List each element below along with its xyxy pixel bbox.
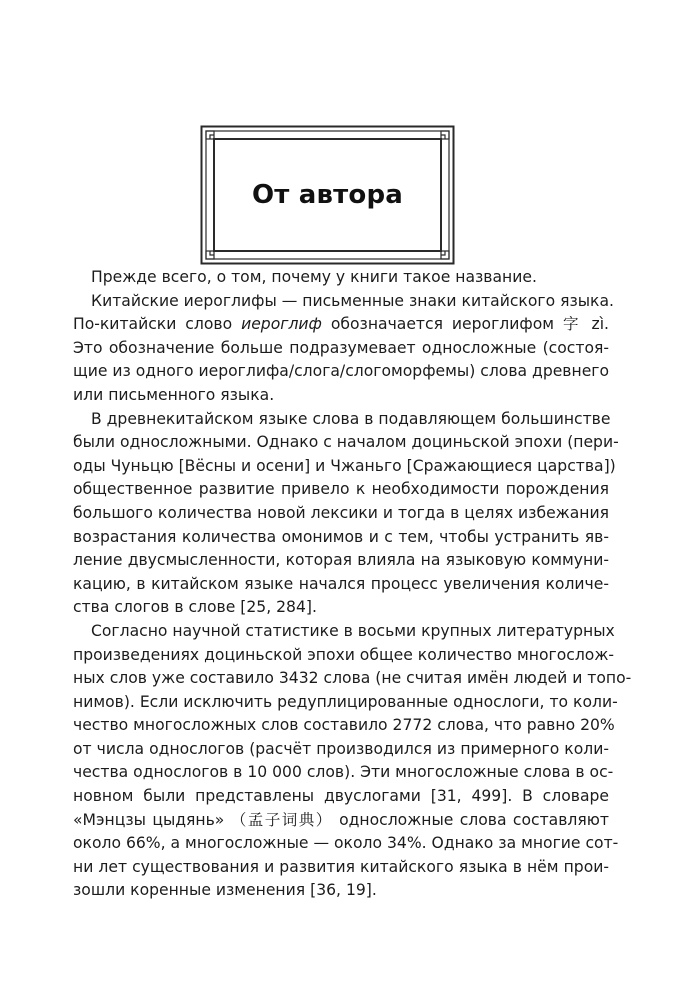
text-line: ства слогов в слове [25, 284].: [73, 598, 317, 617]
text-line: или письменного языка.: [73, 385, 275, 404]
text-line: большого количества новой лексики и тогда в целях избежания: [73, 503, 609, 522]
text-line: ных слов уже составило 3432 слова (не считая имён людей и топо-: [73, 669, 632, 688]
text-line: ление двусмысленности, которая влияла на языковую коммуни-: [73, 551, 609, 570]
text-line: ни лет существования и развития китайского языка в нём прои-: [73, 857, 609, 876]
body-text: [73, 266, 632, 903]
text-line: «Мэнцзы цыдянь» （孟子词典） односложные слова составляют: [73, 810, 609, 829]
title-frame: [200, 125, 455, 265]
text-line: новном были представлены двуслогами [31, 499]. В словаре: [73, 787, 609, 806]
text-line: возрастания количества омонимов и с тем, чтобы устранить яв-: [73, 527, 609, 546]
text-line: оды Чуньцю [Вёсны и осени] и Чжаньго [Сражающиеся царства]): [73, 456, 616, 475]
text-line: Прежде всего, о том, почему у книги такое название.: [91, 268, 537, 286]
text-line: произведениях доциньской эпохи общее количество многослож-: [73, 645, 614, 664]
text-line: По-китайски слово иероглиф обозначается иероглифом 字 zì.: [73, 315, 609, 334]
text-line: Это обозначение больше подразумевает односложные (состоя-: [73, 338, 609, 357]
text-line: чество многосложных слов составило 2772 слова, что равно 20%: [73, 716, 615, 735]
text-line: кацию, в китайском языке начался процесс увеличения количе-: [73, 574, 609, 593]
text-line: общественное развитие привело к необходимости порождения: [73, 480, 609, 499]
text-line: Китайские иероглифы — письменные знаки китайского языка.: [91, 291, 614, 310]
text-line: зошли коренные изменения [36, 19].: [73, 881, 377, 900]
text-line: от числа однослогов (расчёт производился из примерного коли-: [73, 739, 609, 758]
text-line: были односложными. Однако с началом доциньской эпохи (пери-: [73, 433, 619, 452]
text-line: В древнекитайском языке слова в подавляющем большинстве: [91, 409, 611, 428]
text-line: щие из одного иероглифа/слога/слогоморфемы) слова древнего: [73, 362, 610, 381]
text-line: Согласно научной статистике в восьми крупных литературных: [91, 621, 615, 640]
text-line: чества однослогов в 10 000 слов). Эти многосложные слова в ос-: [73, 763, 614, 782]
text-line: нимов). Если исключить редуплицированные однослоги, то коли-: [73, 692, 618, 711]
page-title: От автора: [251, 180, 404, 210]
text-line: около 66%, а многосложные — около 34%. Однако за многие сот-: [73, 834, 619, 853]
